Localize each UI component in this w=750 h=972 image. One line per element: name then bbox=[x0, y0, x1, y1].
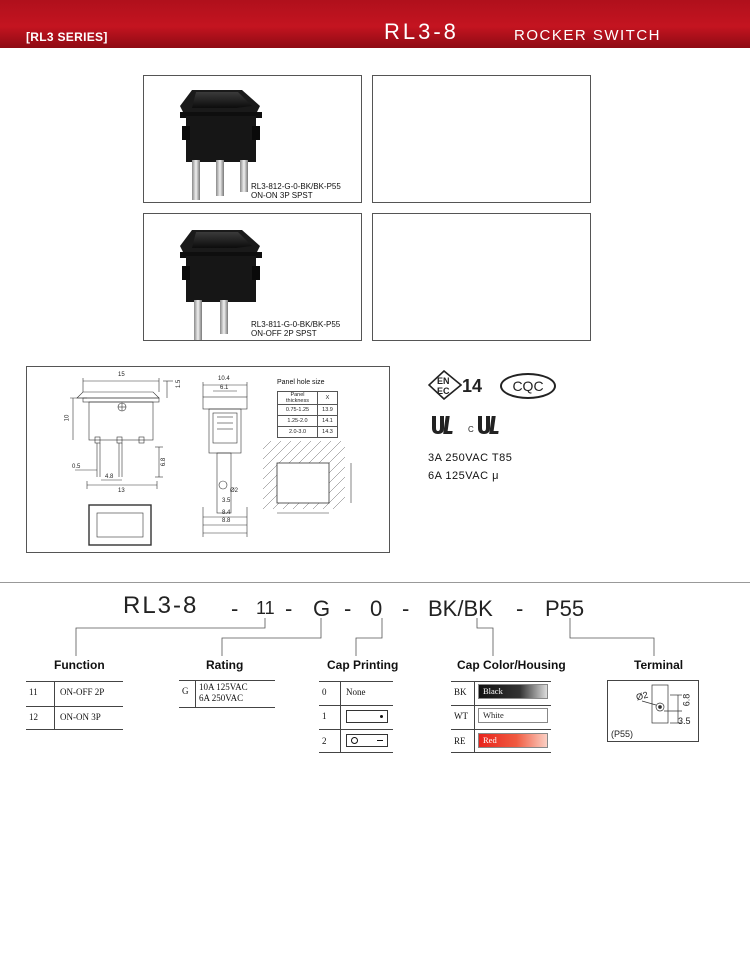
function-col-rule bbox=[54, 681, 55, 729]
rating-value-2: 6A 250VAC bbox=[199, 693, 244, 703]
product-photo-box-2 bbox=[143, 213, 362, 341]
ul-recognized-icon bbox=[430, 414, 456, 436]
function-top-rule bbox=[26, 681, 123, 682]
terminal-dim-6-8: 6.8 bbox=[681, 693, 692, 707]
order-code-rating: G bbox=[313, 596, 331, 621]
panel-hole-header-x: X bbox=[318, 392, 338, 405]
dim-13: 13 bbox=[118, 488, 125, 494]
dim-10-4: 10.4 bbox=[218, 376, 230, 382]
panel-hole-cell: 0.75-1.25 bbox=[278, 405, 318, 416]
dot-mark-icon bbox=[380, 715, 383, 718]
order-code-model: RL3-8 bbox=[123, 592, 199, 619]
terminal-drawing-box bbox=[607, 680, 699, 742]
ul-recognized-icon bbox=[476, 414, 506, 436]
dash-mark-icon bbox=[377, 740, 383, 741]
section-divider bbox=[0, 582, 750, 583]
function-row-rule bbox=[26, 706, 123, 707]
cap-color-code-re: RE bbox=[454, 736, 466, 746]
cap-printing-col-rule bbox=[340, 681, 341, 752]
product-code-1: RL3-812-G-0-BK/BK-P55 bbox=[251, 182, 341, 191]
function-code-12: 12 bbox=[29, 712, 38, 722]
white-swatch bbox=[478, 708, 548, 723]
cap-printing-rule bbox=[319, 681, 393, 682]
cap-printing-o-dash-icon bbox=[346, 734, 388, 747]
order-code-dash: - bbox=[516, 596, 524, 621]
dim-6-8: 6.8 bbox=[161, 457, 168, 467]
order-code-dash: - bbox=[344, 596, 352, 621]
page-header bbox=[0, 0, 750, 48]
cqc-label: CQC bbox=[512, 378, 544, 394]
series-label: [RL3 SERIES] bbox=[26, 30, 108, 44]
function-title: Function bbox=[54, 658, 105, 672]
ul-marks bbox=[430, 414, 510, 440]
red-swatch bbox=[478, 733, 548, 748]
terminal-title: Terminal bbox=[634, 658, 684, 672]
cap-color-rule bbox=[451, 729, 551, 730]
order-code-dash: - bbox=[402, 596, 410, 621]
red-label: Red bbox=[483, 735, 497, 745]
order-code-color: BK/BK bbox=[428, 596, 493, 621]
panel-hole-cell: 2.0-3.0 bbox=[278, 427, 318, 438]
panel-hole-cell: 1.25-2.0 bbox=[278, 416, 318, 427]
function-bottom-rule bbox=[26, 729, 123, 730]
dim-4-8: 4.8 bbox=[105, 474, 114, 480]
black-swatch bbox=[478, 684, 548, 699]
dim-3-5: 3.5 bbox=[222, 498, 231, 504]
terminal-dia: Ø2 bbox=[634, 689, 650, 703]
product-desc-2: ON-OFF 2P SPST bbox=[251, 329, 317, 338]
dim-dia: Ø2 bbox=[230, 488, 239, 494]
ul-c-mark: C bbox=[468, 425, 474, 434]
order-code-dash: - bbox=[285, 596, 293, 621]
function-value-11: ON-OFF 2P bbox=[60, 687, 105, 697]
panel-hole-title: Panel hole size bbox=[277, 379, 325, 386]
svg-text:EC: EC bbox=[437, 386, 450, 396]
cap-color-col-rule bbox=[474, 681, 475, 752]
panel-hole-cell: 14.3 bbox=[318, 427, 338, 438]
cqc-mark bbox=[500, 373, 556, 399]
panel-hole-cell: 14.1 bbox=[318, 416, 338, 427]
cap-printing-code-0: 0 bbox=[322, 687, 327, 697]
rating-value-1: 10A 125VAC bbox=[199, 682, 248, 692]
rating-line-2: 6A 125VAC μ bbox=[428, 470, 499, 482]
model-title: RL3-8 bbox=[384, 19, 459, 44]
dim-8-8: 8.8 bbox=[222, 518, 231, 524]
dim-15: 15 bbox=[118, 372, 125, 378]
order-code-terminal: P55 bbox=[545, 596, 585, 621]
dim-8-4: 8.4 bbox=[222, 510, 231, 516]
cap-color-rule bbox=[451, 681, 551, 682]
circle-mark-icon bbox=[351, 737, 358, 744]
function-code-11: 11 bbox=[29, 687, 38, 697]
black-label: Black bbox=[483, 686, 503, 696]
cap-color-title: Cap Color/Housing bbox=[457, 658, 566, 672]
panel-hole-table bbox=[277, 391, 338, 438]
cap-printing-title: Cap Printing bbox=[327, 658, 399, 672]
cap-color-rule bbox=[451, 752, 551, 753]
cap-printing-rule bbox=[319, 705, 393, 706]
cap-color-code-bk: BK bbox=[454, 687, 467, 697]
cap-printing-dot-icon bbox=[346, 710, 388, 723]
white-label: White bbox=[483, 710, 504, 720]
rating-line-1: 3A 250VAC T85 bbox=[428, 452, 513, 464]
terminal-dim-3-5: 3.5 bbox=[678, 716, 691, 726]
technical-drawing-box bbox=[26, 366, 390, 553]
cap-printing-value-0: None bbox=[346, 687, 366, 697]
panel-hole-header-thickness: Panel thickness bbox=[278, 392, 318, 405]
cap-printing-code-2: 2 bbox=[322, 736, 327, 746]
product-desc-1: ON-ON 3P SPST bbox=[251, 191, 313, 200]
panel-hole-cell: 13.9 bbox=[318, 405, 338, 416]
rating-col-rule bbox=[195, 680, 196, 708]
dim-1-5: 1.5 bbox=[176, 379, 183, 389]
product-photo-box-1 bbox=[143, 75, 362, 203]
cap-color-code-wt: WT bbox=[454, 711, 468, 721]
dim-6-1: 6.1 bbox=[220, 385, 229, 391]
order-code-dash: - bbox=[231, 596, 239, 621]
order-code-printing: 0 bbox=[370, 596, 383, 621]
product-title: ROCKER SWITCH bbox=[514, 27, 661, 44]
enec-logo-icon bbox=[428, 370, 462, 400]
enec-mark bbox=[428, 370, 494, 400]
terminal-label: (P55) bbox=[611, 729, 634, 739]
enec-number: 14 bbox=[462, 376, 483, 396]
order-code-function: 11 bbox=[256, 598, 275, 618]
dim-10: 10 bbox=[64, 414, 71, 422]
empty-image-box-1 bbox=[372, 75, 591, 203]
svg-text:EN: EN bbox=[437, 376, 450, 386]
function-value-12: ON-ON 3P bbox=[60, 712, 101, 722]
cap-color-rule bbox=[451, 705, 551, 706]
dim-0-5: 0.5 bbox=[72, 464, 81, 470]
rating-title: Rating bbox=[206, 658, 244, 672]
cap-printing-code-1: 1 bbox=[322, 711, 327, 721]
product-code-2: RL3-811-G-0-BK/BK-P55 bbox=[251, 320, 341, 329]
cap-printing-rule bbox=[319, 752, 393, 753]
cap-printing-rule bbox=[319, 729, 393, 730]
rating-code: G bbox=[182, 686, 189, 696]
empty-image-box-2 bbox=[372, 213, 591, 341]
